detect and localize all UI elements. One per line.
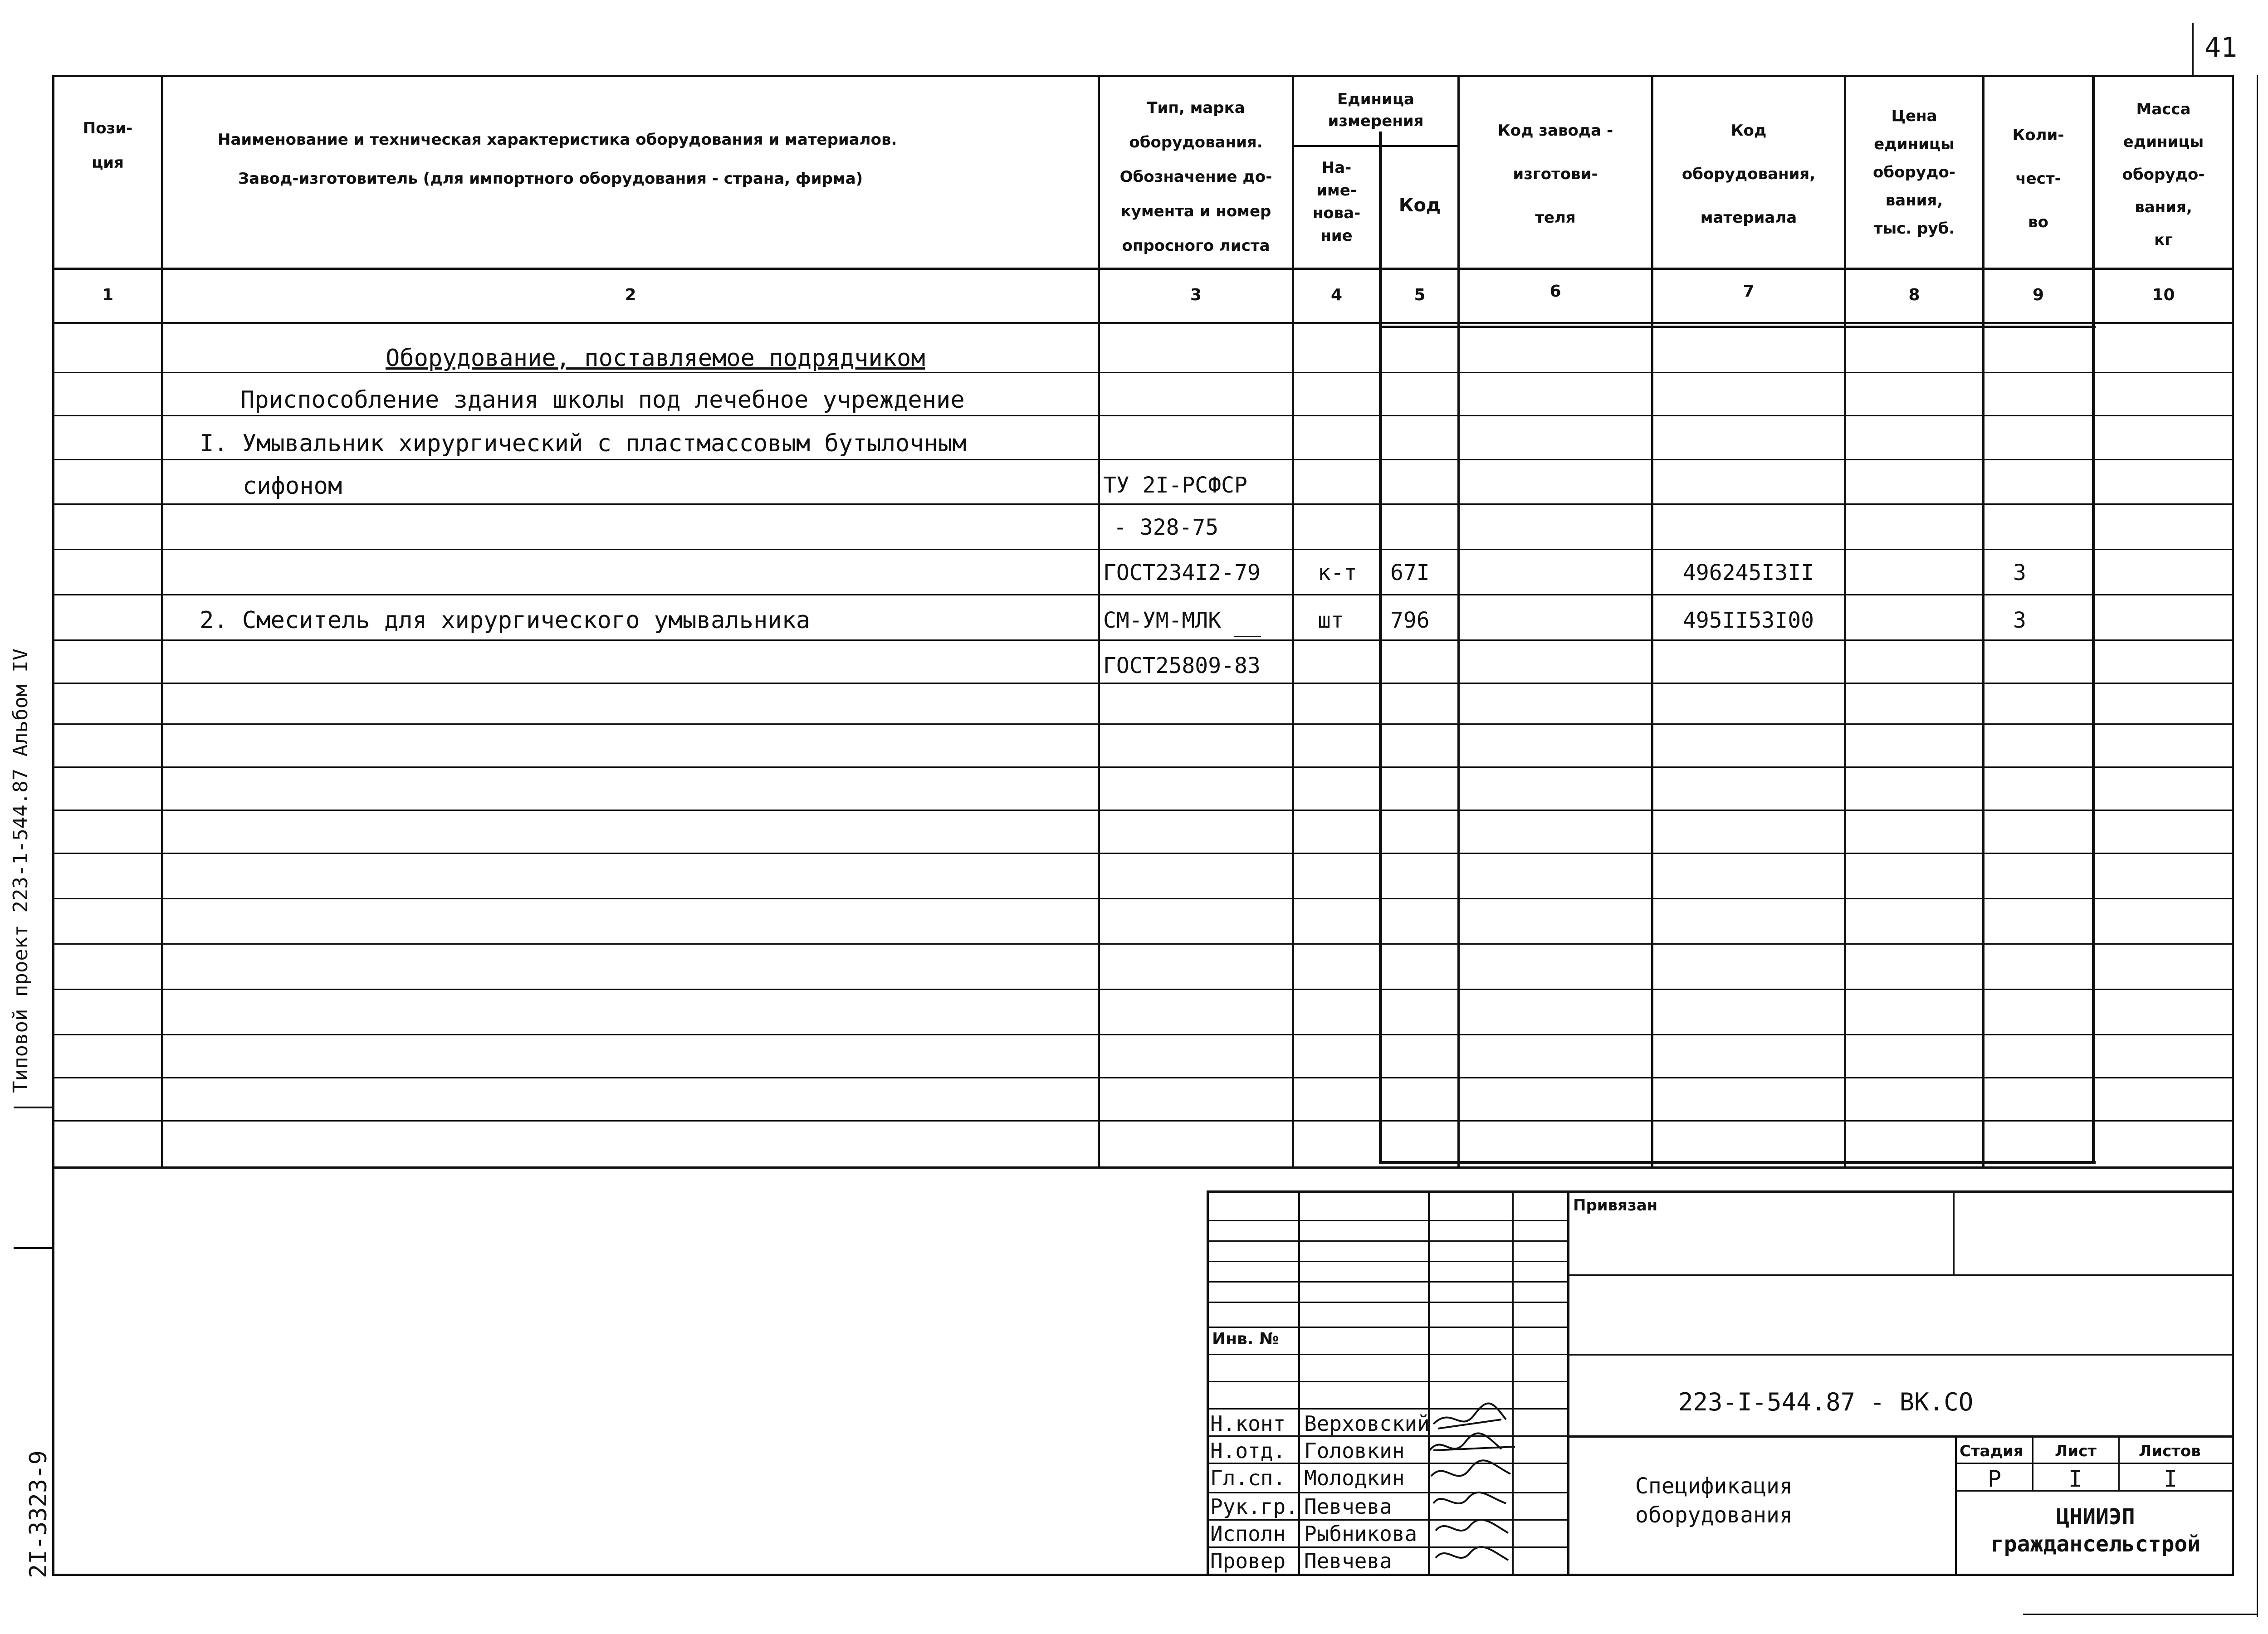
- header-quantity: Коли- чест- во: [2012, 126, 2064, 231]
- item2-unit-code: 796: [1390, 608, 1430, 633]
- side-mark-2: [14, 1247, 54, 1249]
- signatures: [1424, 1397, 1533, 1578]
- col-number: 2: [625, 286, 636, 304]
- item2-unit: шт: [1318, 608, 1344, 633]
- row-line: [52, 372, 2234, 373]
- header-unit-group: Единица измерения: [1328, 90, 1424, 130]
- row-line: [52, 459, 2234, 460]
- role-ruk-gr: Рук.гр.: [1210, 1494, 1298, 1519]
- name-verkhovsky: Верховский: [1304, 1411, 1430, 1436]
- stamp-col-d: [1567, 1190, 1569, 1576]
- col-line-1: [161, 75, 163, 1168]
- row-line: [52, 1034, 2234, 1035]
- stamp-row: [1207, 1240, 1569, 1242]
- item2-equipment-code: 495II53I00: [1683, 608, 1814, 633]
- side-project-text: Типовой проект 223-1-544.87 Альбом IV: [9, 648, 32, 1093]
- sheets-label: Листов: [2139, 1442, 2201, 1460]
- frame-right: [2232, 75, 2234, 1576]
- signature-scribble: [1433, 1404, 1506, 1429]
- stamp-title-divider: [1955, 1435, 1957, 1576]
- privyazan-divider: [1953, 1190, 1955, 1276]
- row-line: [52, 943, 2234, 945]
- col-number: 1: [102, 286, 114, 304]
- role-n-otd: Н.отд.: [1210, 1439, 1286, 1463]
- header-factory-code: Код завода - изготови- теля: [1497, 122, 1613, 227]
- sheets-value: I: [2164, 1466, 2178, 1492]
- item1-type-line2: - 328-75: [1114, 515, 1219, 540]
- row-line: [52, 415, 2234, 416]
- item1-unit-code: 67I: [1390, 560, 1430, 585]
- col-number: 10: [2152, 286, 2175, 304]
- inventory-number-label: Инв. №: [1212, 1330, 1279, 1348]
- signature-scribble: [1431, 1460, 1510, 1476]
- header-type: Тип, марка оборудования. Обозначение до- кумента и номер опросного листа: [1119, 99, 1272, 255]
- bold-inner-top: [1379, 326, 2096, 328]
- stamp-right-row1: [1567, 1274, 2234, 1276]
- item2-type-line2: ГОСТ25809-83: [1103, 653, 1261, 678]
- role-ispoln: Исполн: [1210, 1522, 1286, 1546]
- signature-scribble: [1433, 1493, 1506, 1503]
- stamp-top: [1207, 1190, 2234, 1193]
- colnum-bottom-line: [52, 322, 2234, 324]
- header-price: Цена единицы оборудо- вания, тыс. руб.: [1873, 107, 1955, 238]
- item1-name-line2: сифоном: [243, 473, 342, 500]
- signature-scribble: [1436, 1520, 1508, 1533]
- col-number: 4: [1330, 286, 1343, 304]
- row-line: [52, 639, 2234, 641]
- stage-row1: [1955, 1463, 2234, 1464]
- page-number-border: [2192, 23, 2194, 76]
- name-rybnikova: Рыбникова: [1304, 1522, 1418, 1546]
- role-prover: Провер: [1210, 1549, 1286, 1573]
- row-line: [52, 1077, 2234, 1078]
- stamp-right-row3: [1567, 1435, 2234, 1438]
- item2-type-line1: СМ-УМ-МЛК: [1103, 608, 1222, 633]
- unit-group-line: [1292, 145, 1460, 147]
- header-mass: Масса единицы оборудо- вания, кг: [2122, 100, 2205, 249]
- item1-unit: к-т: [1318, 560, 1357, 585]
- frame-bottom: [52, 1574, 2234, 1576]
- side-inventory-code: 2I-3323-9: [25, 1450, 52, 1578]
- name-golovkin: Головкин: [1304, 1439, 1405, 1463]
- header-equipment-code: Код оборудования, материала: [1681, 122, 1816, 227]
- row-line: [52, 549, 2234, 550]
- row-line: [52, 810, 2234, 811]
- edge-line-right: [2257, 75, 2258, 1617]
- sheet-label: Лист: [2055, 1442, 2097, 1460]
- stamp-row: [1207, 1327, 1569, 1328]
- name-pevcheva: Певчева: [1304, 1494, 1392, 1519]
- stamp-row: [1207, 1381, 1569, 1382]
- bold-inner-bottom: [1379, 1161, 2096, 1164]
- row-line: [52, 989, 2234, 990]
- table-bottom-line: [52, 1166, 2234, 1169]
- document-code: 223-I-544.87 - ВК.СО: [1678, 1388, 1974, 1416]
- signature-scribble: [1436, 1547, 1508, 1560]
- row-line: [52, 898, 2234, 899]
- col-number: 5: [1414, 286, 1426, 304]
- stamp-right-row2: [1567, 1354, 2234, 1356]
- role-gl-sp: Гл.сп.: [1210, 1466, 1286, 1490]
- name-pevcheva-2: Певчева: [1304, 1549, 1392, 1573]
- col-line-4: [1379, 132, 1382, 1163]
- row-line: [52, 766, 2234, 768]
- stamp-row: [1207, 1302, 1569, 1303]
- stage-value: Р: [1988, 1466, 2002, 1492]
- privyazan-label: Привязан: [1573, 1196, 1658, 1215]
- stamp-row: [1207, 1281, 1569, 1283]
- item2-quantity: 3: [2013, 608, 2026, 633]
- header-name: Наименование и техническая характеристика оборудования и материалов. Завод-изготовитель (для импортного оборудования - страна, фирма): [218, 131, 897, 188]
- stage-col1: [2032, 1435, 2033, 1491]
- item2-type-underline: [1234, 636, 1261, 637]
- stamp-col-a: [1298, 1190, 1300, 1576]
- header-unit-code: Код: [1398, 195, 1441, 216]
- section-subtitle: Приспособление здания школы под лечебное учреждение: [240, 386, 965, 414]
- item1-type-line3: ГОСТ234I2-79: [1103, 560, 1261, 585]
- col-number: 9: [2032, 286, 2044, 304]
- organization: ЦНИИЭП граждансельстрой: [1990, 1504, 2201, 1557]
- row-line: [52, 853, 2234, 854]
- sheet-value: I: [2068, 1466, 2082, 1492]
- page-number: 41: [2204, 32, 2238, 63]
- stage-col2: [2118, 1435, 2120, 1491]
- col-number: 8: [1908, 286, 1920, 304]
- side-mark-1: [14, 1107, 54, 1108]
- stamp-row: [1207, 1261, 1569, 1262]
- stamp-row: [1207, 1220, 1569, 1221]
- col-line-9: [2092, 75, 2095, 1163]
- stamp-left: [1207, 1190, 1209, 1576]
- item1-equipment-code: 496245I3II: [1683, 560, 1814, 585]
- row-line: [52, 1120, 2234, 1122]
- frame-top: [52, 75, 2234, 77]
- item1-name-line1: I. Умывальник хирургический с пластмассовым бутылочным: [200, 430, 967, 457]
- item2-name: 2. Смеситель для хирургического умывальника: [200, 607, 811, 634]
- header-bottom-line: [52, 268, 2234, 270]
- header-position: Пози- ция: [83, 119, 133, 172]
- header-unit-name: На- име- нова- ние: [1312, 159, 1361, 245]
- stamp-row: [1207, 1354, 1569, 1355]
- item1-quantity: 3: [2013, 560, 2026, 585]
- col-number: 6: [1549, 282, 1561, 301]
- edge-line-bottom: [2023, 1614, 2258, 1615]
- row-line: [52, 594, 2234, 595]
- item1-type-line1: ТУ 2I-РСФСР: [1103, 473, 1247, 498]
- col-number: 7: [1743, 282, 1755, 301]
- row-line: [52, 723, 2234, 725]
- name-molodkin: Молодкин: [1304, 1466, 1405, 1490]
- stage-label: Стадия: [1960, 1442, 2024, 1460]
- document-title: Спецификация оборудования: [1635, 1473, 1793, 1528]
- row-line: [52, 683, 2234, 684]
- col-number: 3: [1190, 286, 1202, 304]
- signature-scribble: [1429, 1434, 1515, 1451]
- row-line: [52, 503, 2234, 505]
- role-n-kont: Н.конт: [1210, 1411, 1286, 1436]
- section-title: Оборудование, поставляемое подрядчиком: [386, 345, 925, 372]
